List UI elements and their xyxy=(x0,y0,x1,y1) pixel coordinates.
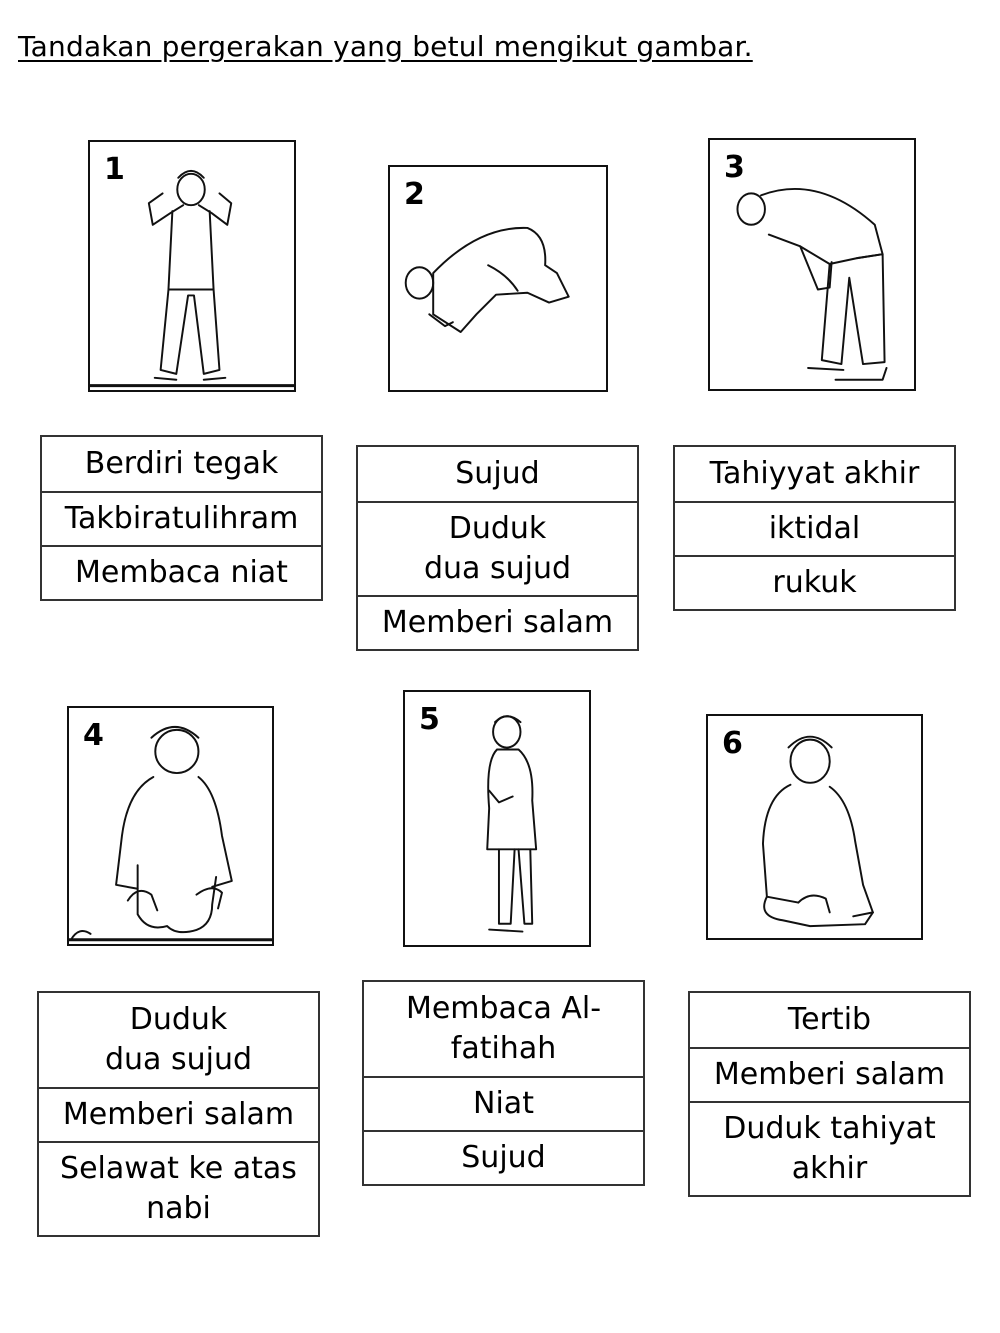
option-3b[interactable]: iktidal xyxy=(675,501,954,555)
question-number: 1 xyxy=(104,152,125,187)
option-5b[interactable]: Niat xyxy=(364,1076,643,1130)
option-1a[interactable]: Berdiri tegak xyxy=(84,446,279,481)
picture-card-3 xyxy=(708,138,916,391)
options-box-6 xyxy=(688,991,971,1197)
option-3c[interactable]: rukuk xyxy=(675,555,954,609)
picture-card-5 xyxy=(403,690,591,947)
question-number: 6 xyxy=(722,726,743,761)
options-box-1 xyxy=(40,435,323,601)
page-title: Tandakan pergerakan yang betul mengikut gambar. xyxy=(18,30,753,63)
option-1b[interactable]: Takbiratulihram xyxy=(42,491,321,545)
picture-card-2 xyxy=(388,165,608,392)
option-5c[interactable]: Sujud xyxy=(364,1130,643,1184)
picture-card-6 xyxy=(706,714,923,940)
option-6a[interactable]: Tertib xyxy=(787,1002,872,1037)
option-5a[interactable]: Membaca Al-fatihah xyxy=(405,991,602,1066)
option-4c[interactable]: Selawat ke atas nabi xyxy=(39,1141,318,1235)
option-2b[interactable]: Duduk dua sujud xyxy=(358,501,637,595)
option-3a[interactable]: Tahiyyat akhir xyxy=(709,456,920,491)
question-number: 2 xyxy=(404,177,425,212)
prayer-takbir-figure-icon xyxy=(90,142,294,390)
option-4a[interactable]: Duduk dua sujud xyxy=(104,1002,252,1077)
option-6c[interactable]: Duduk tahiyat akhir xyxy=(690,1101,969,1195)
option-1c[interactable]: Membaca niat xyxy=(42,545,321,599)
options-box-2 xyxy=(356,445,639,651)
prayer-standing-figure-icon xyxy=(405,692,589,945)
options-box-3 xyxy=(673,445,956,611)
picture-card-1 xyxy=(88,140,296,392)
prayer-rukuk-figure-icon xyxy=(710,140,914,389)
question-number: 3 xyxy=(724,150,745,185)
question-number: 5 xyxy=(419,702,440,737)
option-2a[interactable]: Sujud xyxy=(455,456,540,491)
option-4b[interactable]: Memberi salam xyxy=(39,1087,318,1141)
question-number: 4 xyxy=(83,718,104,753)
prayer-sitting-figure-icon xyxy=(708,716,921,938)
option-2c[interactable]: Memberi salam xyxy=(358,595,637,649)
options-box-5 xyxy=(362,980,645,1186)
picture-card-4 xyxy=(67,706,274,946)
prayer-salam-figure-icon xyxy=(69,708,272,944)
options-box-4 xyxy=(37,991,320,1237)
option-6b[interactable]: Memberi salam xyxy=(690,1047,969,1101)
prayer-sujud-figure-icon xyxy=(390,167,606,390)
